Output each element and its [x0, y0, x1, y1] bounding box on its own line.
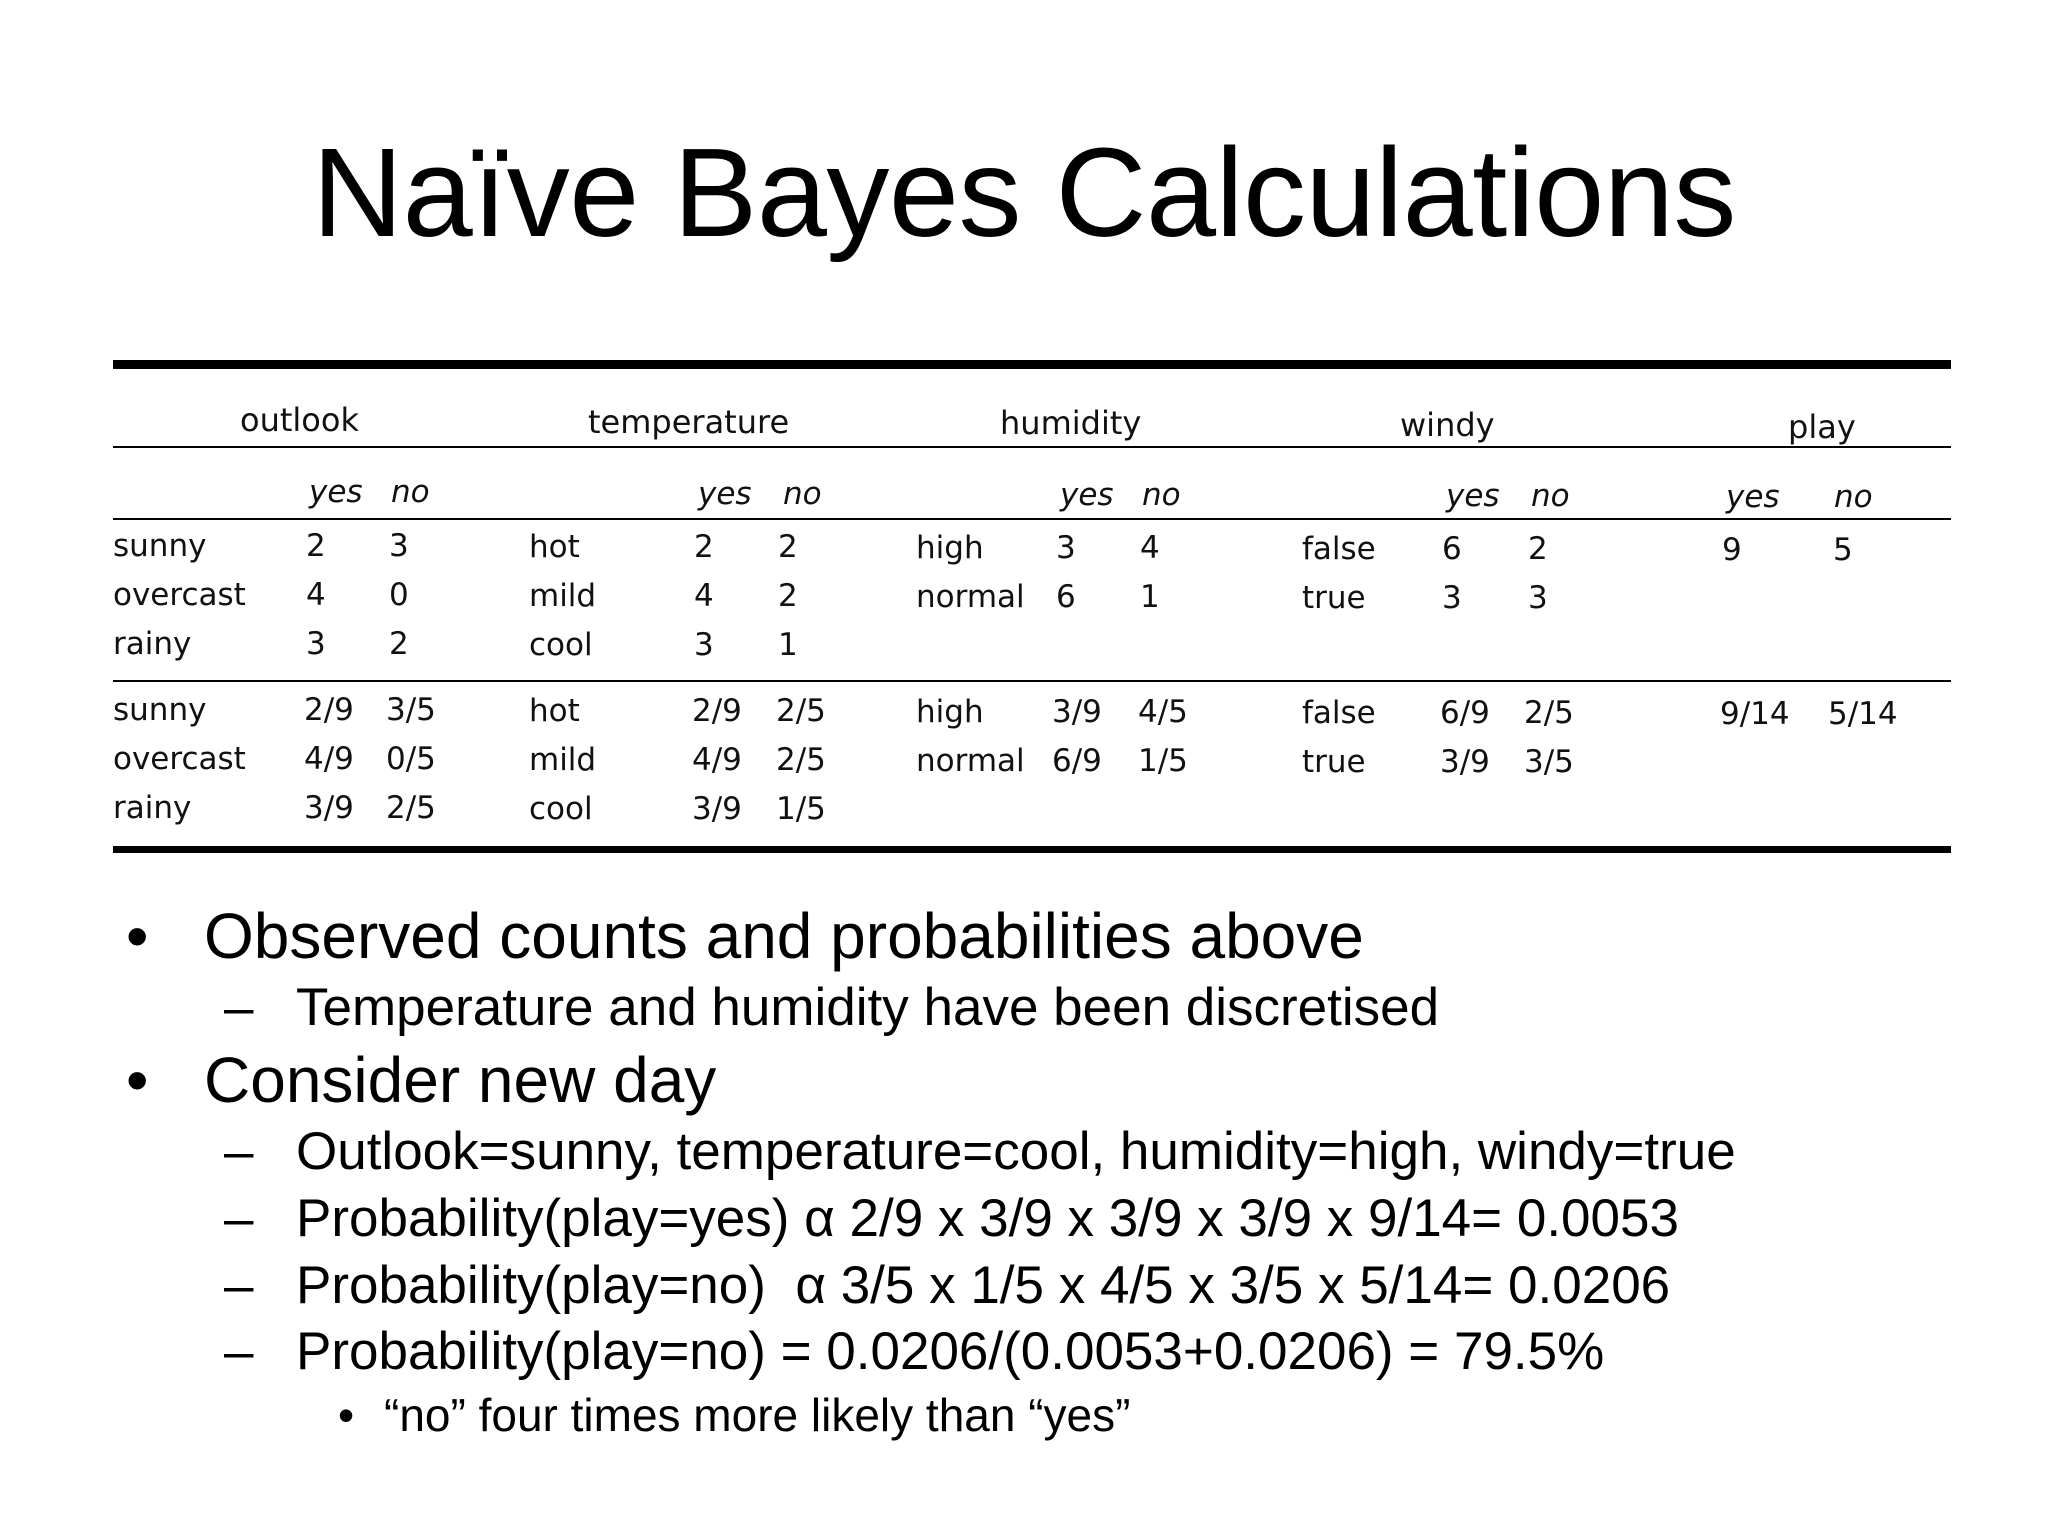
prob-play-yes: 9/14	[1720, 696, 1790, 732]
sub-sub-bullet-item	[338, 1388, 1131, 1442]
prob-outlook-no: 0/5	[386, 741, 436, 777]
count-temperature-yes: 4	[694, 578, 714, 614]
count-temperature-label: cool	[529, 627, 593, 663]
count-temperature-yes: 3	[694, 627, 714, 663]
count-temperature-no: 2	[778, 578, 798, 614]
prob-temperature-yes: 4/9	[692, 742, 742, 778]
count-play-no: 5	[1833, 532, 1853, 568]
count-windy-yes: 6	[1442, 531, 1462, 567]
header-windy: windy	[1400, 406, 1495, 444]
sub-bullet-text: Outlook=sunny, temperature=cool, humidity=high, windy=true	[296, 1122, 1736, 1181]
dash-icon: –	[224, 1322, 254, 1381]
count-temperature-label: mild	[529, 578, 597, 614]
bullet-dot-icon: •	[338, 1389, 355, 1441]
prob-windy-no: 2/5	[1524, 695, 1574, 731]
header-play: play	[1788, 408, 1856, 446]
prob-outlook-yes: 3/9	[304, 790, 354, 826]
count-outlook-label: sunny	[113, 528, 207, 564]
count-outlook-yes: 4	[306, 577, 326, 613]
bullet-item	[126, 898, 1364, 974]
sub-sub-bullet-text: “no” four times more likely than “yes”	[384, 1389, 1131, 1441]
subheader-rule	[113, 518, 1951, 520]
sub-bullet-text: Probability(play=no) = 0.0206/(0.0053+0.0206) = 79.5%	[296, 1322, 1605, 1381]
dash-icon: –	[224, 1256, 254, 1315]
count-humidity-yes: 6	[1056, 579, 1076, 615]
prob-windy-yes: 3/9	[1440, 744, 1490, 780]
prob-windy-label: false	[1302, 695, 1376, 731]
prob-temperature-no: 1/5	[776, 791, 826, 827]
sub-bullet-item	[224, 976, 1440, 1040]
sub-bullet-item	[224, 1320, 1605, 1384]
subheader-outlook-no: no	[391, 474, 430, 510]
prob-windy-label: true	[1302, 744, 1366, 780]
count-play-yes: 9	[1722, 532, 1742, 568]
count-temperature-no: 2	[778, 529, 798, 565]
count-outlook-no: 0	[389, 577, 409, 613]
prob-temperature-yes: 2/9	[692, 693, 742, 729]
subheader-temperature-no: no	[783, 476, 822, 512]
table-top-rule	[113, 360, 1951, 369]
dash-icon: –	[224, 1122, 254, 1181]
prob-humidity-label: normal	[916, 743, 1025, 779]
count-outlook-no: 2	[389, 626, 409, 662]
prob-temperature-label: cool	[529, 791, 593, 827]
count-temperature-no: 1	[778, 627, 798, 663]
sub-bullet-text: Temperature and humidity have been discretised	[296, 978, 1440, 1037]
subheader-windy-yes: yes	[1446, 478, 1500, 514]
prob-humidity-label: high	[916, 694, 984, 730]
prob-windy-no: 3/5	[1524, 744, 1574, 780]
bullet-text: Observed counts and probabilities above	[204, 900, 1364, 972]
prob-temperature-label: hot	[529, 693, 580, 729]
prob-outlook-label: sunny	[113, 692, 207, 728]
subheader-play-yes: yes	[1726, 479, 1780, 515]
prob-humidity-no: 4/5	[1138, 694, 1188, 730]
sub-bullet-item	[224, 1187, 1679, 1251]
subheader-play-no: no	[1834, 479, 1873, 515]
count-humidity-label: high	[916, 530, 984, 566]
count-outlook-label: overcast	[113, 577, 246, 613]
bullet-dot-icon: •	[126, 900, 149, 972]
prob-temperature-label: mild	[529, 742, 597, 778]
sub-bullet-text: Probability(play=no) α 3/5 x 1/5 x 4/5 x 3/5 x 5/14= 0.0206	[296, 1256, 1671, 1315]
subheader-humidity-yes: yes	[1060, 477, 1114, 513]
count-outlook-yes: 3	[306, 626, 326, 662]
prob-humidity-no: 1/5	[1138, 743, 1188, 779]
dash-icon: –	[224, 1189, 254, 1248]
count-humidity-label: normal	[916, 579, 1025, 615]
count-humidity-yes: 3	[1056, 530, 1076, 566]
count-windy-no: 2	[1528, 531, 1548, 567]
header-temperature: temperature	[588, 403, 790, 441]
bullet-text: Consider new day	[204, 1044, 717, 1116]
header-humidity: humidity	[1000, 404, 1142, 442]
count-windy-no: 3	[1528, 580, 1548, 616]
prob-humidity-yes: 3/9	[1052, 694, 1102, 730]
count-temperature-label: hot	[529, 529, 580, 565]
bullet-dot-icon: •	[126, 1044, 149, 1116]
count-windy-label: false	[1302, 531, 1376, 567]
prob-outlook-yes: 4/9	[304, 741, 354, 777]
prob-outlook-label: rainy	[113, 790, 192, 826]
subheader-windy-no: no	[1531, 478, 1570, 514]
count-windy-yes: 3	[1442, 580, 1462, 616]
prob-humidity-yes: 6/9	[1052, 743, 1102, 779]
bullet-item	[126, 1042, 717, 1118]
sub-bullet-item	[224, 1254, 1671, 1318]
subheader-outlook-yes: yes	[309, 474, 363, 510]
header-outlook: outlook	[240, 401, 359, 439]
count-temperature-yes: 2	[694, 529, 714, 565]
dash-icon: –	[224, 978, 254, 1037]
prob-outlook-label: overcast	[113, 741, 246, 777]
count-humidity-no: 1	[1140, 579, 1160, 615]
sub-bullet-item	[224, 1120, 1736, 1184]
counts-rule	[113, 680, 1951, 682]
slide-title: Naïve Bayes Calculations	[312, 122, 1736, 263]
prob-outlook-no: 2/5	[386, 790, 436, 826]
prob-outlook-yes: 2/9	[304, 692, 354, 728]
prob-windy-yes: 6/9	[1440, 695, 1490, 731]
count-outlook-label: rainy	[113, 626, 192, 662]
table-bottom-rule	[113, 846, 1951, 853]
prob-temperature-no: 2/5	[776, 742, 826, 778]
sub-bullet-text: Probability(play=yes) α 2/9 x 3/9 x 3/9 x 3/9 x 9/14= 0.0053	[296, 1189, 1679, 1248]
count-outlook-no: 3	[389, 528, 409, 564]
prob-outlook-no: 3/5	[386, 692, 436, 728]
subheader-humidity-no: no	[1142, 477, 1181, 513]
prob-temperature-no: 2/5	[776, 693, 826, 729]
prob-play-no: 5/14	[1828, 696, 1898, 732]
prob-temperature-yes: 3/9	[692, 791, 742, 827]
header-rule	[113, 446, 1951, 448]
count-outlook-yes: 2	[306, 528, 326, 564]
count-windy-label: true	[1302, 580, 1366, 616]
subheader-temperature-yes: yes	[698, 476, 752, 512]
count-humidity-no: 4	[1140, 530, 1160, 566]
